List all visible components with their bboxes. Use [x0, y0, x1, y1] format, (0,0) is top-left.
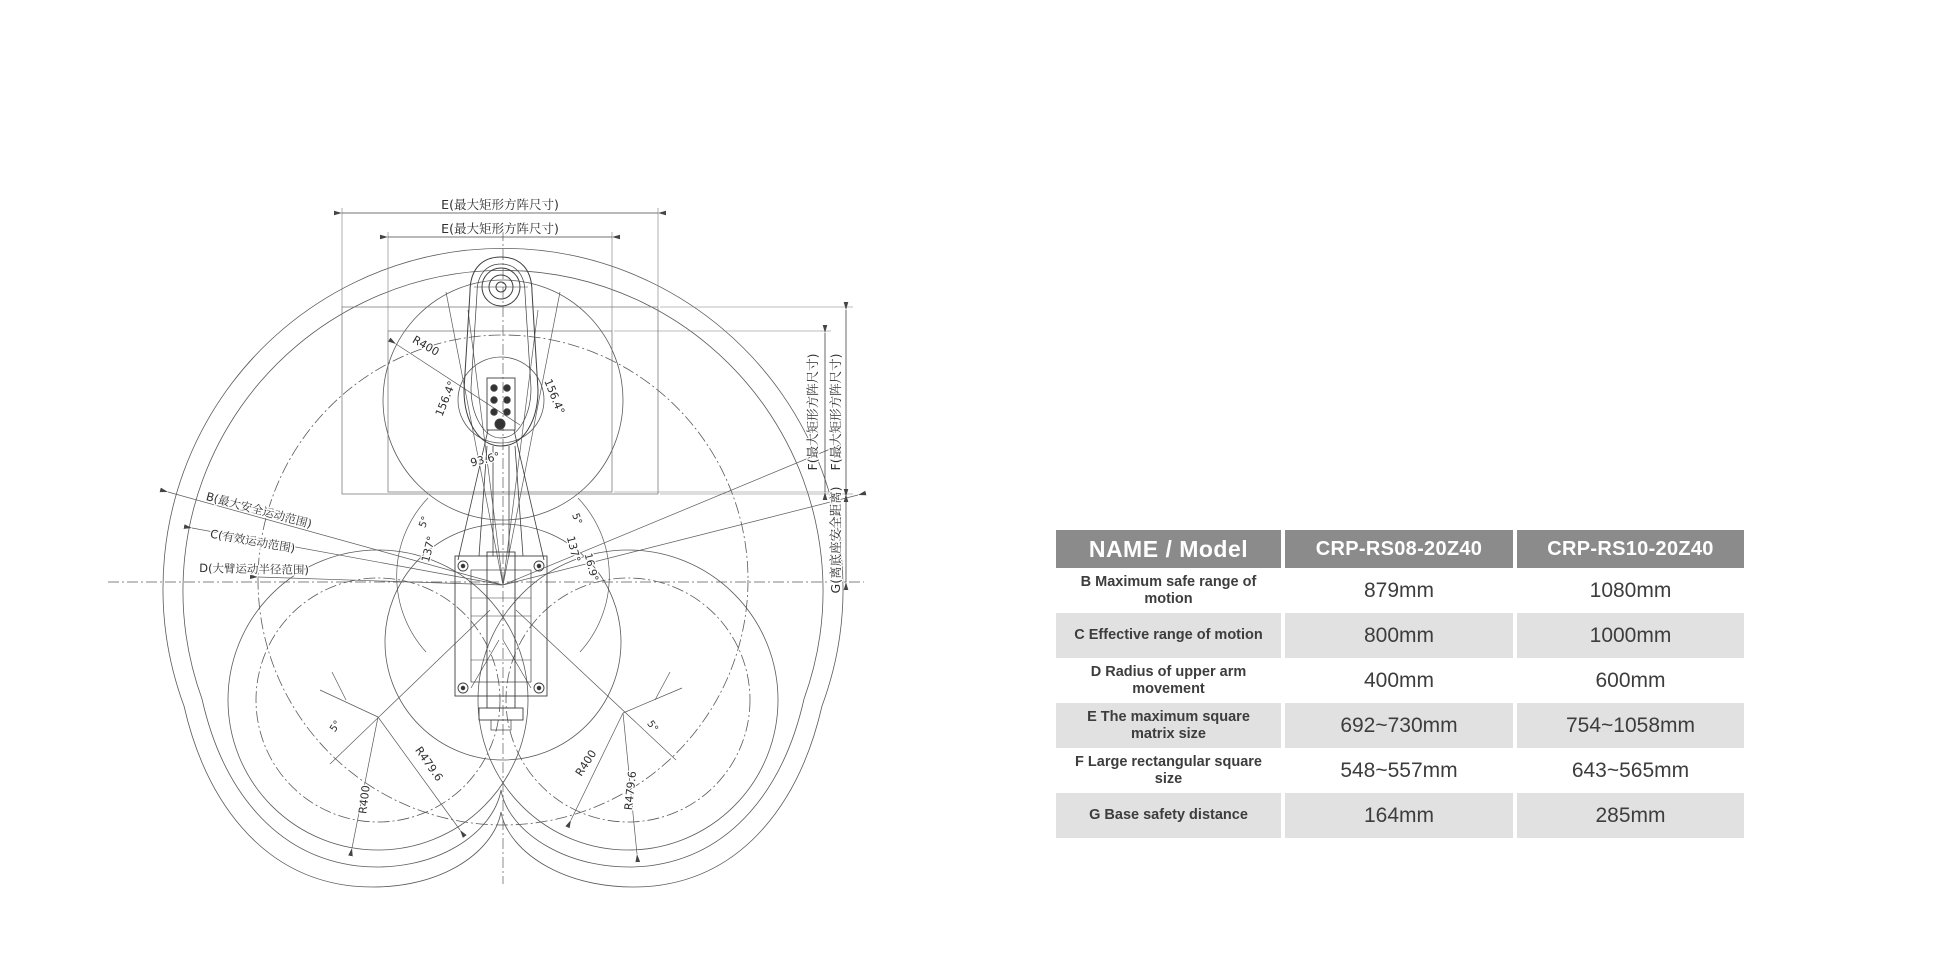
spec-table: [1056, 530, 1744, 838]
lobe-left-r400-label: R400: [356, 784, 373, 815]
lobe-left-r479-label: R479.6: [412, 744, 446, 784]
left-lobe-inner-circle: [256, 578, 500, 822]
robot-arm: [455, 257, 547, 730]
row-e-label: E The maximum square matrix size: [1056, 703, 1281, 748]
r400-upper-label: R400: [410, 333, 442, 359]
table-header-rs08: CRP-RS08-20Z40: [1285, 530, 1513, 568]
extension-lines: [342, 208, 853, 494]
robot-range-diagram: [95, 145, 875, 910]
row-f-rs10: 643~565mm: [1517, 748, 1744, 793]
dim-e-inner-label: E(最大矩形方阵尺寸): [441, 221, 559, 236]
lobe-right-r400-label: R400: [572, 747, 600, 779]
angle-156-left-label: 156.4°: [432, 379, 459, 419]
annotation-texts: [328, 333, 660, 814]
angle-156-right-label: 156.4°: [541, 377, 568, 417]
lobe-left-r479-line: [378, 717, 460, 830]
row-d-rs08: 400mm: [1285, 658, 1513, 703]
lobe-right-r479-label: R479.6: [622, 770, 640, 811]
row-c-rs10: 1000mm: [1517, 613, 1744, 658]
dim-f-outer-label: F(最大矩形方阵尺寸): [828, 353, 843, 471]
range-texts: [199, 489, 313, 577]
row-d-label: D Radius of upper arm movement: [1056, 658, 1281, 703]
d-range-label: D(大臂运动半径范围): [199, 561, 310, 577]
row-c-rs08: 800mm: [1285, 613, 1513, 658]
left-lobe-circle: [228, 550, 528, 850]
c-range-label: C(有效运动范围): [209, 526, 297, 556]
upper-arm-outline: [464, 257, 538, 446]
dim-f-inner-label: F(最大矩形方阵尺寸): [805, 353, 820, 471]
lobe-right-5-label: 5°: [644, 718, 660, 735]
row-b-label: B Maximum safe range of motion: [1056, 568, 1281, 613]
dim-e-outer-label: E(最大矩形方阵尺寸): [441, 197, 559, 212]
row-g-label: G Base safety distance: [1056, 793, 1281, 838]
row-e-rs10: 754~1058mm: [1517, 703, 1744, 748]
row-e-rs08: 692~730mm: [1285, 703, 1513, 748]
upper-arm-inner-outline: [471, 264, 531, 438]
row-f-label: F Large rectangular square size: [1056, 748, 1281, 793]
b-range-label: B(最大安全运动范围): [204, 489, 314, 531]
angle-5-left-label: 5°: [417, 514, 432, 530]
row-d-rs10: 600mm: [1517, 658, 1744, 703]
angle-137-right-label: 137°: [563, 534, 583, 564]
row-b-rs08: 879mm: [1285, 568, 1513, 613]
row-f-rs08: 548~557mm: [1285, 748, 1513, 793]
range-diagram-svg: [95, 145, 875, 910]
forearm-rods: [458, 430, 544, 560]
lobe-left-r400-line: [352, 717, 378, 848]
table-header-name: NAME / Model: [1056, 530, 1281, 568]
row-g-rs08: 164mm: [1285, 793, 1513, 838]
row-g-rs10: 285mm: [1517, 793, 1744, 838]
table-header-rs10: CRP-RS10-20Z40: [1517, 530, 1744, 568]
row-b-rs10: 1080mm: [1517, 568, 1744, 613]
angle-5-right-label: 5°: [569, 511, 584, 527]
angle-169-label: 16.9°: [581, 551, 601, 583]
lobe-left-5-label: 5°: [328, 718, 344, 735]
end-effector: [487, 378, 515, 430]
angle-137-left-label: 137°: [419, 534, 439, 564]
angle-93-label: 93.6°: [469, 449, 502, 470]
dim-g-label: G(离底座安全距离): [828, 486, 843, 594]
row-c-label: C Effective range of motion: [1056, 613, 1281, 658]
